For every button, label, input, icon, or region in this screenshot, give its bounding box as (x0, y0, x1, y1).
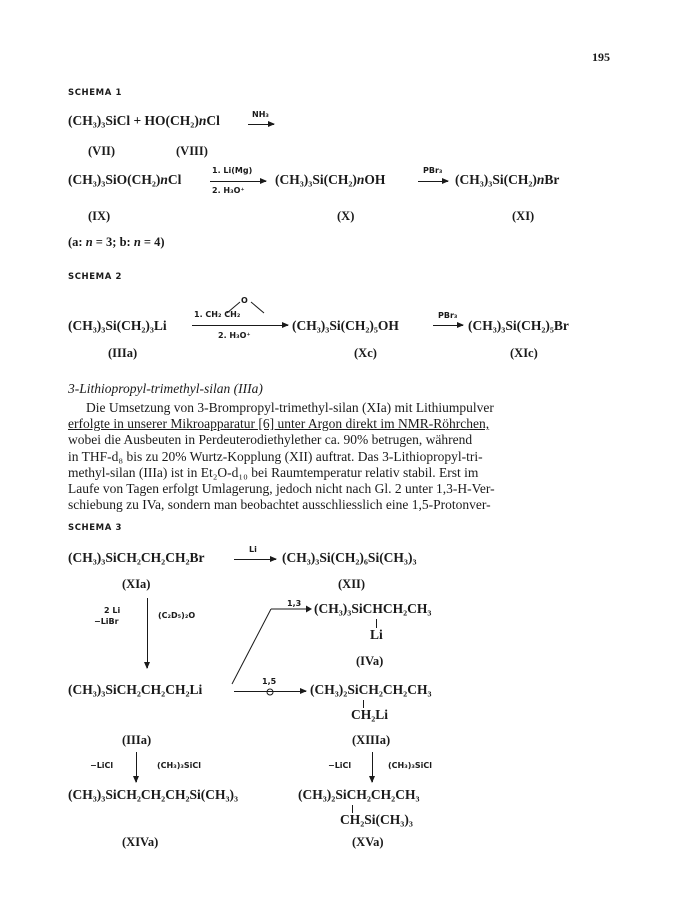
compound-id-ix: (IX) (88, 209, 111, 223)
bromide-xia: (CH₃)₃SiCH₂CH₂CH₂Br (68, 550, 205, 565)
paragraph-line: wobei die Ausbeuten in Perdeuterodiethylether ca. 90% betrugen, während (68, 432, 473, 448)
compound-id-iiia: (IIIa) (122, 733, 152, 747)
reagent-li: Li (249, 545, 257, 554)
step-h3o: 2. H₃O⁺ (218, 331, 251, 340)
section-heading: 3-Lithiopropyl-trimethyl-silan (IIIa) (68, 381, 263, 396)
lithium-iiia: (CH₃)₃SiCH₂CH₂CH₂Li (68, 682, 203, 697)
silyl-ether-ix: (CH₃)₃SiO(CH₂)nCl (68, 172, 182, 187)
reaction-arrow (234, 691, 306, 692)
alcohol-x: (CH₃)₃Si(CH₂)nOH (275, 172, 386, 187)
compound-id-vii: (VII) (88, 144, 116, 158)
bromide-xic: (CH₃)₃Si(CH₂)₅Br (468, 318, 569, 333)
condition-solvent: (C₂D₅)₂O (158, 611, 196, 620)
shift-1-5: 1,5 (262, 677, 277, 686)
compound-id-xc: (Xc) (354, 346, 377, 360)
reaction-arrow-down (372, 752, 373, 782)
schema-1-label: SCHEMA 1 (68, 88, 122, 98)
alcohol-xc: (CH₃)₃Si(CH₂)₅OH (292, 318, 399, 333)
condition-licl: −LiCl (90, 761, 114, 770)
compound-id-xiva: (XIVa) (122, 835, 159, 849)
paragraph-line: methyl-silan (IIIa) ist in Et₂O-d₁₀ bei Raumtemperatur relativ stabil. Erst im (68, 464, 479, 480)
lithium-reagent-iiia: (CH₃)₃Si(CH₂)₃Li (68, 318, 167, 333)
index-n: n (198, 113, 207, 128)
compound-id-xi: (XI) (512, 209, 535, 223)
wurtz-product-xii: (CH₃)₃Si(CH₂)₆Si(CH₃)₃ (282, 550, 417, 565)
paragraph-line: Laufe von Tagen erfolgt Umlagerung, jedoch nicht nach Gl. 2 unter 1,3-H-Ver- (68, 481, 495, 497)
reagent-pbr3: PBr₃ (438, 311, 458, 320)
compound-id-iva: (IVa) (356, 654, 384, 668)
product-xiva: (CH₃)₃SiCH₂CH₂CH₂Si(CH₃)₃ (68, 787, 239, 802)
compound-id-xic: (XIc) (510, 346, 538, 360)
compound-id-x: (X) (337, 209, 355, 223)
compound-id-viii: (VIII) (176, 144, 208, 158)
step-h3o: 2. H₃O⁺ (212, 186, 245, 195)
compound-id-iiia: (IIIa) (108, 346, 138, 360)
schema-2-label: SCHEMA 2 (68, 272, 122, 282)
paragraph-line: in THF-d₈ bis zu 20% Wurtz-Kopplung (XII) auftrat. Das 3-Lithiopropyl-tri- (68, 448, 483, 464)
shift-1-3: 1,3 (287, 599, 302, 608)
schema-3-label: SCHEMA 3 (68, 523, 122, 533)
paragraph-line: Die Umsetzung von 3-Brompropyl-trimethyl-silan (XIa) mit Lithiumpulver (86, 400, 494, 415)
condition-licl: −LiCl (328, 761, 352, 770)
paragraph-line: schiebung zu IVa, sondern man beobachtet ausschliesslich eine 1,5-Protonver- (68, 497, 491, 513)
condition-libr: −LiBr (94, 617, 119, 626)
compound-id-xia: (XIa) (122, 577, 151, 591)
series-note: (a: n = 3; b: n = 4) (68, 235, 165, 249)
condition-2li: 2 Li (104, 606, 121, 615)
paragraph-line: erfolgte in unserer Mikroapparatur [6] unter Argon direkt im NMR-Röhrchen, (68, 416, 490, 432)
compound-id-xiiia: (XIIIa) (352, 733, 391, 747)
product-xiiia-sub: CH₂Li (351, 707, 389, 722)
condition-tmscl: (CH₃)₃SiCl (388, 761, 433, 770)
product-xva-sub: CH₂Si(CH₃)₃ (340, 812, 413, 827)
product-xva: (CH₃)₂SiCH₂CH₂CH₃ (298, 787, 420, 802)
product-xiiia: (CH₃)₂SiCH₂CH₂CH₃ (310, 682, 432, 697)
schema-1-reactants: (CH₃)₃SiCl + HO(CH₂)nCl (68, 113, 220, 128)
reaction-arrow-down (136, 752, 137, 782)
epoxide-step: 1. CH₂ CH₂ (194, 310, 241, 319)
step-li-mg: 1. Li(Mg) (212, 166, 253, 175)
reagent-pbr3: PBr₃ (423, 166, 443, 175)
product-iva-li: Li (370, 627, 383, 642)
page-number: 195 (592, 50, 610, 64)
reagent-nh3: NH₃ (252, 110, 269, 119)
epoxide-oxygen: O (241, 296, 248, 305)
compound-id-xva: (XVa) (352, 835, 384, 849)
condition-tmscl: (CH₃)₃SiCl (157, 761, 202, 770)
compound-id-xii: (XII) (338, 577, 366, 591)
product-iva: (CH₃)₃SiCHCH₂CH₃ (314, 601, 432, 616)
bromide-xi: (CH₃)₃Si(CH₂)nBr (455, 172, 560, 187)
